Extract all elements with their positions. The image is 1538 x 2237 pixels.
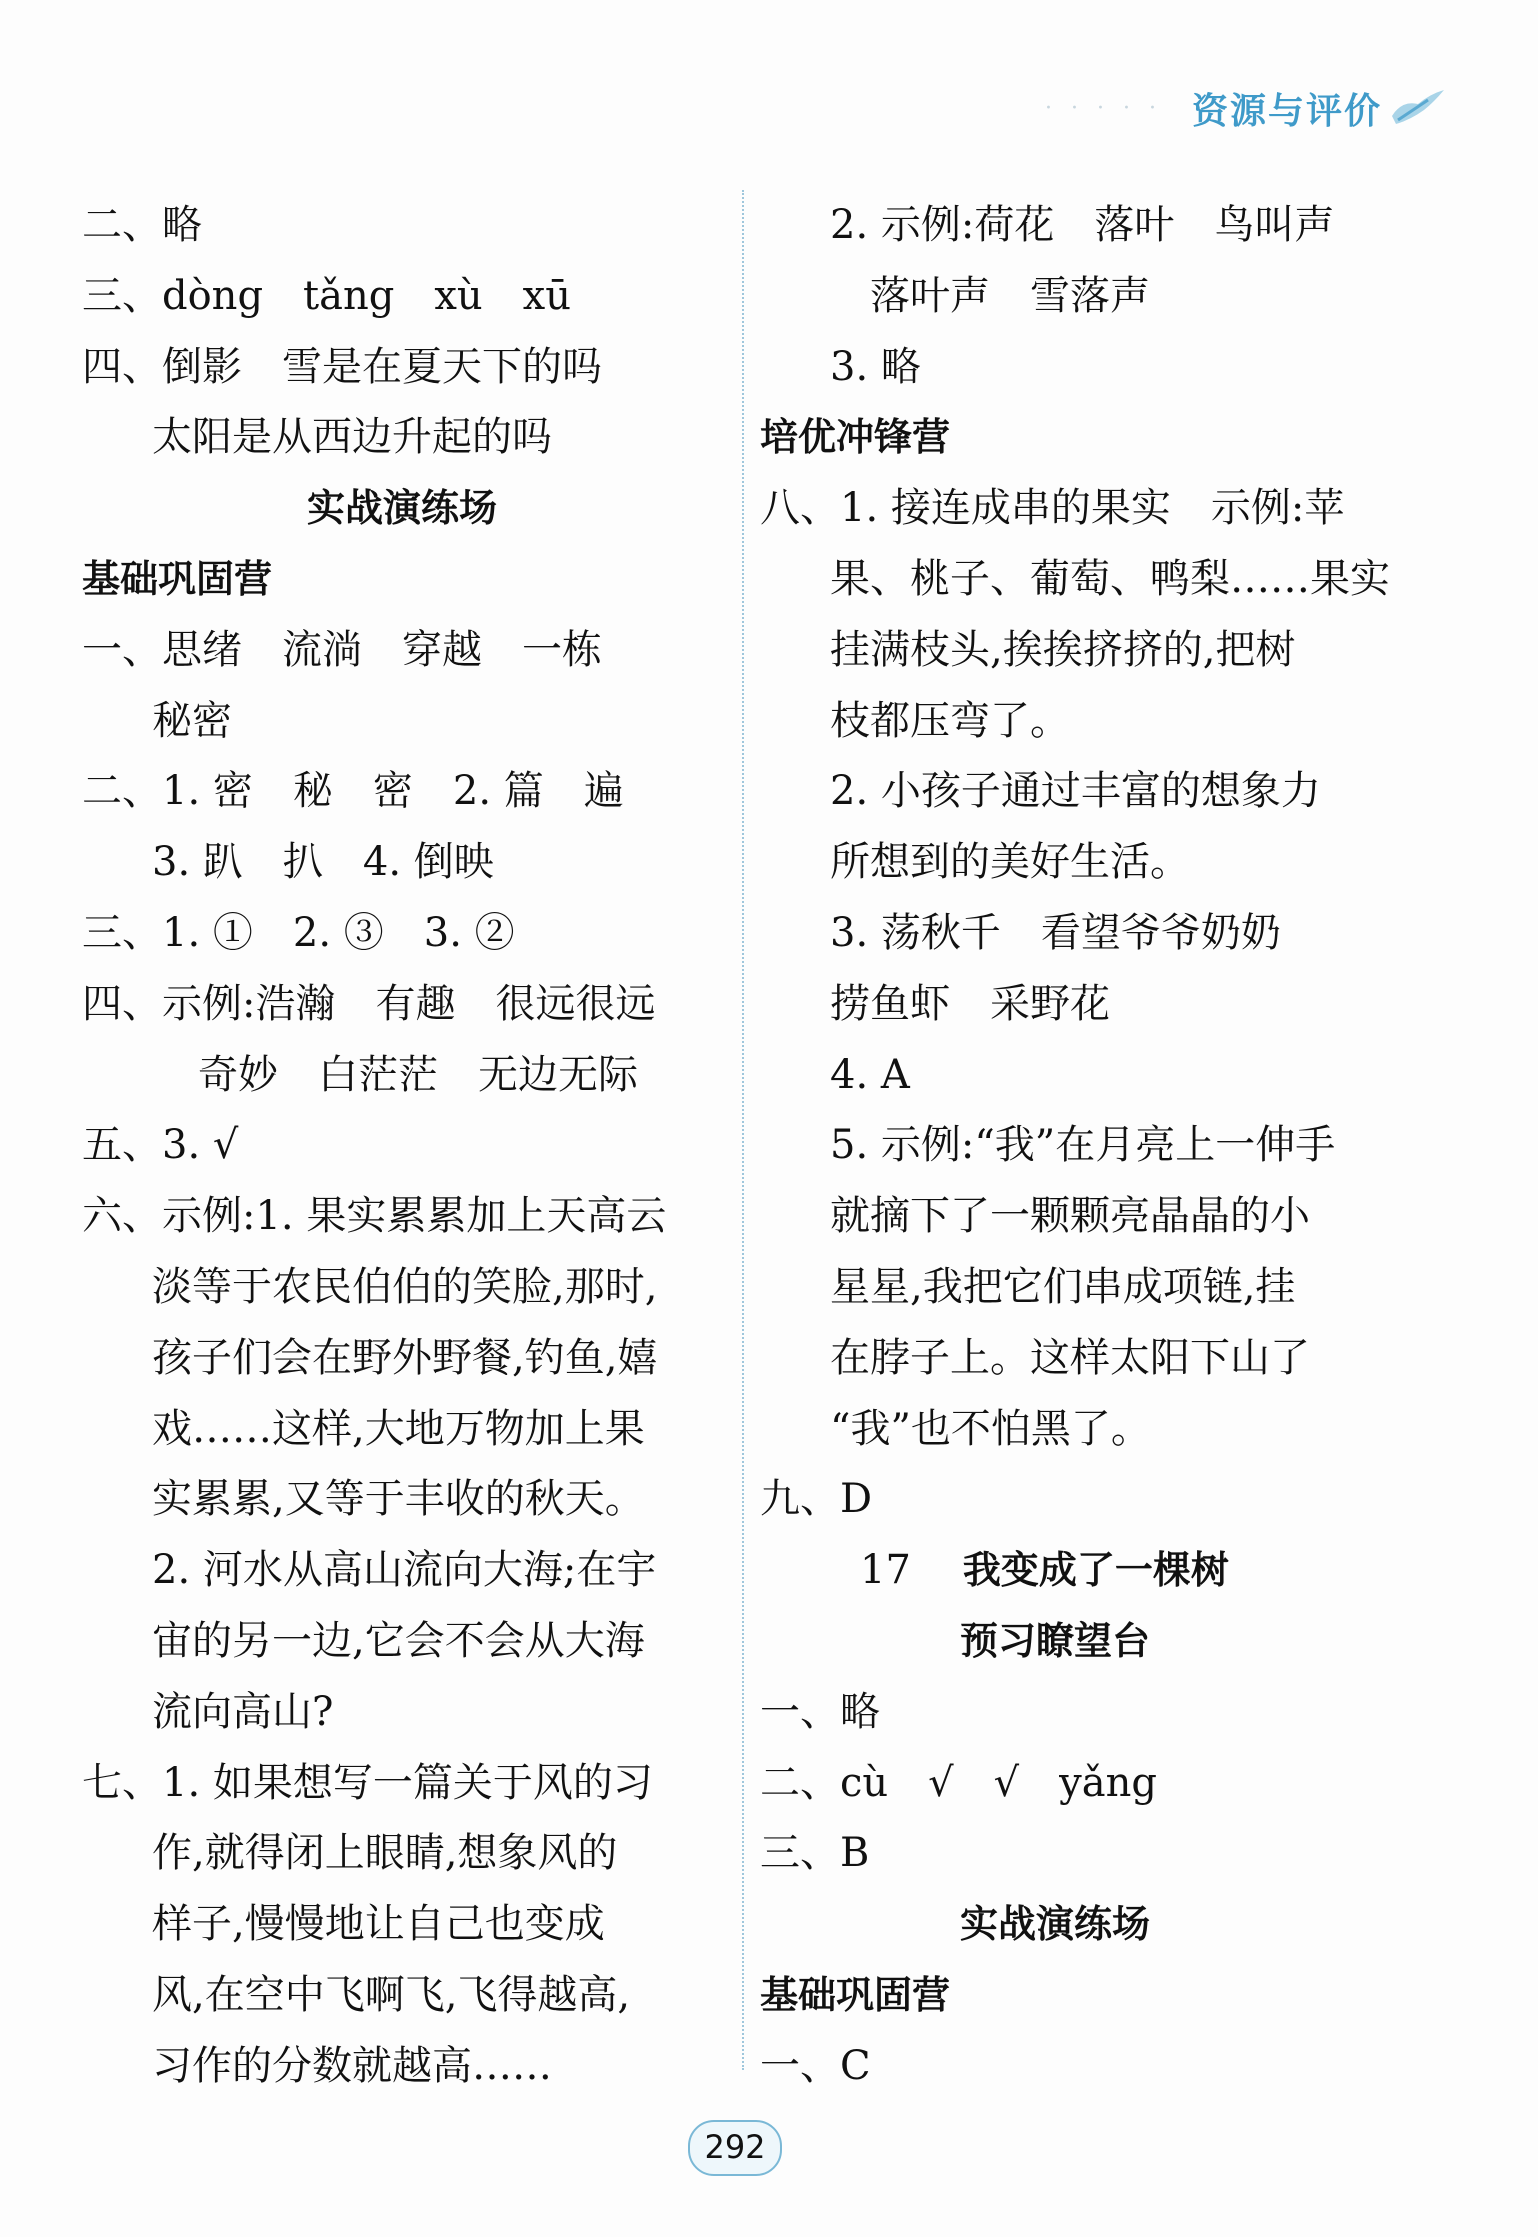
answer-line: 奇妙 白茫茫 无边无际 — [198, 1051, 638, 1098]
answer-line: 4. A — [830, 1051, 910, 1098]
subsection-heading: 基础巩固营 — [82, 556, 273, 601]
answer-line: 3. 略 — [830, 343, 921, 390]
answer-line: 二、1. 密 秘 密 2. 篇 遍 — [82, 768, 624, 815]
subsection-heading: 培优冲锋营 — [760, 415, 951, 460]
answer-line: 2. 小孩子通过丰富的想象力 — [830, 768, 1321, 815]
subsection-heading: 基础巩固营 — [760, 1972, 951, 2017]
answer-line: 3. 荡秋千 看望爷爷奶奶 — [830, 909, 1281, 956]
answer-line: 落叶声 雪落声 — [870, 272, 1150, 319]
answer-line: 流向高山? — [152, 1688, 334, 1735]
header-decoration: · · · · · — [1045, 95, 1162, 121]
answer-line: 太阳是从西边升起的吗 — [152, 414, 552, 461]
answer-line: 就摘下了一颗颗亮晶晶的小 — [830, 1193, 1310, 1240]
column-divider — [742, 190, 744, 2070]
answer-line: 一、思绪 流淌 穿越 一栋 — [82, 626, 602, 673]
answer-line: 六、示例:1. 果实累累加上天高云 — [82, 1193, 667, 1240]
answer-line: 三、B — [760, 1830, 870, 1877]
answer-line: 在脖子上。这样太阳下山了 — [830, 1334, 1310, 1381]
answer-line: 四、示例:浩瀚 有趣 很远很远 — [82, 980, 656, 1027]
section-heading: 预习瞭望台 — [960, 1618, 1151, 1663]
answer-line: 3. 趴 扒 4. 倒映 — [152, 839, 494, 886]
header-title: 资源与评价 — [1191, 90, 1382, 132]
answer-line: 秘密 — [152, 697, 232, 744]
answer-line: 戏……这样,大地万物加上果 — [152, 1405, 645, 1452]
pen-icon — [1388, 86, 1448, 130]
answer-line: 5. 示例:“我”在月亮上一伸手 — [830, 1122, 1336, 1169]
right-column — [760, 190, 1400, 2102]
answer-line: 风,在空中飞啊飞,飞得越高, — [152, 1971, 631, 2018]
answer-line: 挂满枝头,挨挨挤挤的,把树 — [830, 626, 1296, 673]
answer-line: 作,就得闭上眼睛,想象风的 — [152, 1830, 618, 1877]
section-heading: 实战演练场 — [306, 486, 497, 531]
answer-line: 枝都压弯了。 — [830, 697, 1070, 744]
answer-line: 2. 示例:荷花 落叶 鸟叫声 — [830, 202, 1335, 248]
answer-line: 实累累,又等于丰收的秋天。 — [152, 1476, 645, 1523]
answer-line: 2. 河水从高山流向大海;在宇 — [152, 1547, 657, 1594]
answer-line: 一、C — [760, 2042, 871, 2089]
left-column — [82, 190, 722, 2102]
answer-line: 三、1. ① 2. ③ 3. ② — [82, 909, 515, 956]
page-number: 292 — [688, 2120, 782, 2176]
answer-line: 二、略 — [82, 202, 202, 248]
answer-line: 宙的另一边,它会不会从大海 — [152, 1617, 645, 1664]
running-header — [1045, 78, 1448, 138]
answer-line: 孩子们会在野外野餐,钓鱼,嬉 — [152, 1334, 658, 1381]
answer-line: 九、D — [760, 1476, 873, 1523]
lesson-name: 我变成了一棵树 — [962, 1548, 1229, 1593]
section-heading: 实战演练场 — [960, 1902, 1151, 1947]
answer-line: “我”也不怕黑了。 — [830, 1405, 1151, 1452]
answer-line: 四、倒影 雪是在夏天下的吗 — [82, 343, 602, 390]
answer-line: 捞鱼虾 采野花 — [830, 980, 1110, 1027]
answer-line: 五、3. √ — [82, 1122, 239, 1169]
answer-line: 一、略 — [760, 1688, 880, 1735]
answer-line: 果、桃子、葡萄、鸭梨……果实 — [830, 555, 1390, 602]
lesson-title — [760, 1535, 1400, 1606]
answer-line: 七、1. 如果想写一篇关于风的习 — [82, 1759, 653, 1806]
answer-line: 二、cù √ √ yǎng — [760, 1759, 1157, 1806]
answer-line: 三、dòng tǎng xù xū — [82, 272, 571, 319]
answer-line: 习作的分数就越高…… — [152, 2042, 552, 2089]
answer-line: 八、1. 接连成串的果实 示例:苹 — [760, 485, 1345, 532]
answer-line: 星星,我把它们串成项链,挂 — [830, 1263, 1296, 1310]
lesson-number: 17 — [860, 1547, 911, 1594]
answer-line: 样子,慢慢地让自己也变成 — [152, 1901, 605, 1948]
answer-line: 淡等于农民伯伯的笑脸,那时, — [152, 1263, 658, 1310]
answer-line: 所想到的美好生活。 — [830, 839, 1190, 886]
